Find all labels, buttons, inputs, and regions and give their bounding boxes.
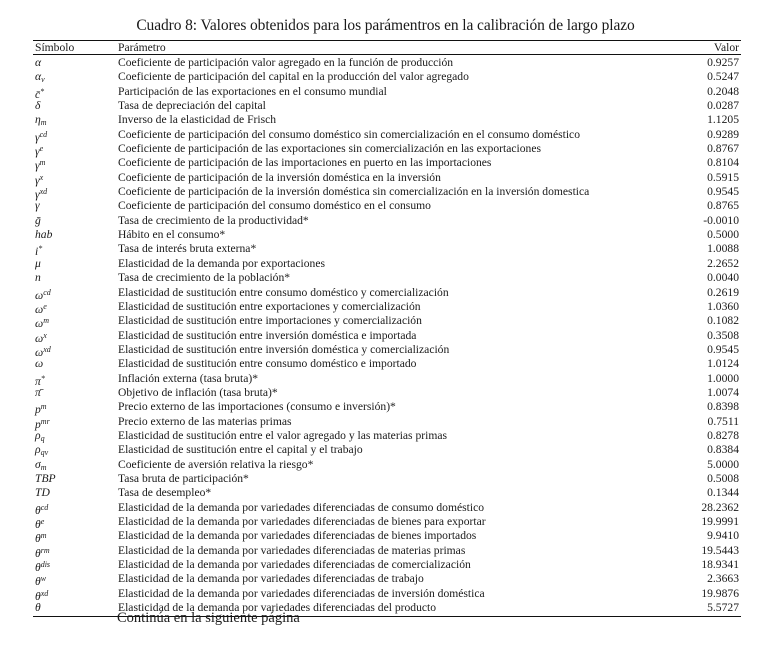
symbol-superscript: e (39, 144, 44, 154)
parameter-cell: Coeficiente de participación valor agregado en la función de producción (118, 56, 454, 69)
table-row (33, 156, 741, 173)
parameter-cell: Coeficiente de participación del capital en la producción del valor agregado (118, 70, 469, 84)
symbol-base: γ (35, 159, 40, 173)
symbol-cell (33, 171, 118, 185)
parameter-cell: Tasa de desempleo* (118, 486, 212, 500)
table-row (33, 185, 741, 202)
parameter-cell: Coeficiente de aversión relativa la riesgo* (118, 457, 314, 471)
symbol-superscript: dis (40, 560, 51, 570)
symbol-superscript: x (43, 330, 47, 340)
symbol-base: ω (35, 317, 44, 331)
table-row (33, 257, 741, 271)
symbol-cell (33, 386, 118, 400)
parameter-cell: Elasticidad de sustitución entre exportaciones y comercialización (118, 299, 421, 313)
symbol-base: α (35, 70, 42, 84)
value-cell: 18.9341 (701, 558, 739, 572)
table-row (33, 587, 741, 601)
symbol-base: η (35, 113, 41, 127)
value-cell: 0.7511 (707, 414, 739, 428)
value-cell: 0.2048 (707, 84, 739, 98)
header-parameter: Parámetro (118, 41, 166, 54)
symbol-superscript: mr (40, 416, 50, 426)
symbol-cell (33, 501, 118, 515)
parameter-cell: Elasticidad de la demanda por variedades diferenciadas de bienes para exportar (118, 515, 486, 528)
symbol-superscript: cd (40, 502, 49, 512)
table-row (33, 228, 741, 242)
symbol-cell (33, 242, 118, 259)
table-row (33, 415, 741, 429)
symbol-subscript: q (40, 433, 45, 443)
symbol-cell (33, 529, 118, 546)
symbol-base: p (35, 417, 41, 431)
table-row (33, 386, 741, 400)
parameter-cell: Elasticidad de la demanda por variedades diferenciadas de inversión doméstica (118, 586, 485, 600)
symbol-subscript: m (40, 462, 47, 472)
parameter-cell: Tasa de crecimiento de la productividad* (118, 213, 309, 227)
parameter-cell: Coeficiente de participación del consumo doméstico en el consumo (118, 199, 431, 213)
symbol-subscript: m (40, 118, 47, 128)
value-cell: 0.0287 (707, 99, 739, 113)
symbol-superscript: * (40, 86, 45, 96)
value-cell: 0.9545 (707, 185, 739, 199)
symbol-base: ω (35, 288, 44, 302)
symbol-base: θ (35, 561, 41, 575)
value-cell: 0.8278 (707, 428, 739, 442)
symbol-superscript: m (43, 316, 49, 326)
value-cell: 1.0000 (707, 371, 739, 385)
symbol-cell (33, 329, 118, 343)
value-cell: 0.5000 (707, 228, 739, 242)
symbol-cell (33, 415, 118, 429)
symbol-superscript: e (43, 301, 47, 311)
value-cell: 0.5915 (707, 170, 739, 184)
table-row (33, 429, 741, 443)
symbol-base: TBP (35, 471, 56, 485)
value-cell: 1.1205 (707, 113, 739, 127)
symbol-superscript: x (39, 172, 44, 182)
table-row (33, 300, 741, 314)
symbol-base: π̄ (35, 385, 41, 399)
symbol-cell (33, 343, 118, 357)
symbol-superscript: * (40, 373, 45, 383)
symbol-base: γ (35, 130, 40, 144)
symbol-cell (33, 515, 118, 529)
symbol-superscript: xd (39, 187, 48, 197)
parameter-cell: Elasticidad de la demanda por variedades diferenciadas de materias primas (118, 543, 466, 557)
parameter-cell: Participación de las exportaciones en el consumo mundial (118, 84, 387, 98)
symbol-cell (33, 443, 118, 457)
symbol-cell (33, 99, 118, 113)
parameter-cell: Elasticidad de la demanda por variedades diferenciadas de bienes importados (118, 529, 477, 543)
table-row (33, 128, 741, 142)
symbol-base: π (35, 374, 41, 388)
symbol-base: ω (35, 331, 44, 345)
table-row (33, 286, 741, 300)
table-caption: Cuadro 8: Valores obtenidos para los parámentros en la calibración de largo plazo (136, 17, 635, 34)
parameter-cell: Elasticidad de la demanda por exportaciones (118, 256, 325, 270)
table-row (33, 271, 741, 285)
symbol-base: hab (35, 228, 53, 242)
symbol-base: n (35, 271, 41, 285)
symbol-base: i (35, 245, 39, 259)
symbol-base: θ (35, 518, 41, 531)
value-cell: 0.1082 (707, 314, 739, 328)
symbol-cell (33, 544, 118, 558)
parameter-cell: Elasticidad de sustitución entre el capital y el trabajo (118, 443, 363, 457)
symbol-cell (33, 587, 118, 601)
value-cell: 0.2619 (707, 285, 739, 299)
parameter-cell: Elasticidad de sustitución entre consumo doméstico e importado (118, 357, 417, 371)
parameter-cell: Tasa bruta de participación* (118, 471, 249, 485)
table-row (33, 70, 741, 84)
symbol-superscript: m (40, 531, 47, 541)
symbol-base: μ (35, 256, 41, 270)
value-cell: 0.3508 (707, 328, 739, 342)
value-cell: -0.0010 (703, 213, 739, 227)
symbol-cell (33, 372, 118, 386)
symbol-base: ρ (35, 428, 41, 442)
symbol-cell (33, 142, 118, 159)
parameter-cell: Precio externo de las importaciones (consumo e inversión)* (118, 400, 396, 414)
symbol-cell (33, 558, 118, 575)
continues-note: Continúa en la siguiente página (117, 610, 300, 626)
table-row (33, 372, 741, 386)
symbol-cell (33, 300, 118, 314)
value-cell: 0.5247 (707, 70, 739, 84)
value-cell: 19.9876 (701, 586, 739, 600)
value-cell: 5.0000 (707, 457, 739, 471)
symbol-cell (33, 85, 118, 99)
symbol-base: γ (35, 188, 40, 202)
symbol-cell (33, 314, 118, 331)
table-row (33, 501, 741, 515)
table-row (33, 544, 741, 558)
symbol-base: θ (35, 575, 41, 589)
symbol-cell (33, 286, 118, 300)
table-row (33, 529, 741, 546)
parameter-cell: Elasticidad de sustitución entre inversión doméstica e importada (118, 328, 417, 342)
header-value: Valor (713, 41, 739, 54)
value-cell: 19.5443 (701, 543, 739, 557)
parameter-cell: Elasticidad de sustitución entre inversión doméstica y comercialización (118, 342, 450, 356)
table-header (33, 41, 741, 55)
value-cell: 2.2652 (707, 256, 739, 270)
parameter-cell: Elasticidad de la demanda por variedades diferenciadas de trabajo (118, 572, 424, 586)
symbol-superscript: * (38, 244, 43, 254)
symbol-cell (33, 228, 118, 242)
symbol-superscript: rm (40, 545, 50, 555)
symbol-cell (33, 472, 118, 486)
value-cell: 0.9257 (707, 56, 739, 69)
value-cell: 1.0088 (707, 242, 739, 256)
table-row (33, 515, 741, 529)
symbol-base: σ (35, 457, 41, 471)
value-cell: 1.0360 (707, 299, 739, 313)
parameter-cell: Tasa de crecimiento de la población* (118, 271, 291, 285)
table-row (33, 171, 741, 185)
symbol-cell (33, 458, 118, 472)
symbol-cell (33, 199, 118, 213)
value-cell: 1.0074 (707, 385, 739, 399)
parameter-cell: Coeficiente de participación de la inversión doméstica sin comercialización en la inversión domestica (118, 185, 590, 199)
symbol-superscript: m (39, 158, 46, 168)
symbol-cell (33, 486, 118, 500)
table-row (33, 486, 741, 500)
value-cell: 0.8104 (707, 156, 739, 170)
symbol-base: θ (35, 532, 41, 546)
symbol-subscript: v (41, 75, 45, 85)
symbol-base: γ (35, 173, 40, 187)
table-row (33, 572, 741, 589)
value-cell: 1.0124 (707, 357, 739, 371)
parameter-cell: Inflación externa (tasa bruta)* (118, 371, 259, 385)
symbol-base: TD (35, 486, 50, 500)
parameter-cell: Elasticidad de la demanda por variedades diferenciadas del producto (118, 601, 437, 615)
value-cell: 2.3663 (707, 572, 739, 586)
parameter-cell: Coeficiente de participación de la inversión doméstica en la inversión (118, 170, 441, 184)
table-row (33, 343, 741, 357)
header-symbol: Símbolo (35, 41, 75, 54)
symbol-superscript: e (40, 517, 45, 526)
symbol-base: α (35, 56, 42, 69)
table-row (33, 472, 741, 486)
parameter-cell: Elasticidad de la demanda por variedades diferenciadas de comercialización (118, 558, 471, 572)
parameter-cell: Inverso de la elasticidad de Frisch (118, 113, 277, 127)
symbol-base: ω (35, 357, 44, 371)
symbol-base: ρ (35, 443, 41, 457)
symbol-cell (33, 357, 118, 371)
value-cell: 0.9545 (707, 342, 739, 356)
symbol-superscript: cd (39, 129, 48, 139)
value-cell: 0.1344 (707, 486, 739, 500)
value-cell: 9.9410 (707, 529, 739, 543)
table-row (33, 199, 741, 213)
value-cell: 0.8398 (707, 400, 739, 414)
table-row (33, 56, 741, 70)
value-cell: 0.8765 (707, 199, 739, 213)
table-row (33, 142, 741, 159)
symbol-base: ω (35, 345, 44, 359)
value-cell: 0.5008 (707, 471, 739, 485)
symbol-base: ω (35, 302, 44, 316)
symbol-cell (33, 113, 118, 127)
symbol-base: γ (35, 199, 40, 213)
parameter-cell: Elasticidad de la demanda por variedades diferenciadas de consumo doméstico (118, 500, 485, 514)
table-row (33, 329, 741, 343)
parameters-table (33, 40, 741, 617)
symbol-cell (33, 70, 118, 84)
table-row (33, 400, 741, 417)
table-row (33, 85, 741, 99)
value-cell: 0.9289 (707, 127, 739, 141)
symbol-base: θ (35, 589, 41, 603)
symbol-cell (33, 271, 118, 285)
value-cell: 0.8384 (707, 443, 739, 457)
parameter-cell: Tasa de interés bruta externa* (118, 242, 257, 256)
symbol-base: γ (35, 145, 40, 159)
symbol-superscript: m (40, 402, 47, 412)
symbol-cell (33, 185, 118, 202)
symbol-base: δ (35, 99, 41, 113)
parameter-cell: Objetivo de inflación (tasa bruta)* (118, 385, 278, 399)
value-cell: 0.0040 (707, 271, 739, 285)
symbol-superscript: w (40, 574, 47, 584)
symbol-base: θ (35, 546, 41, 560)
value-cell: 28.2362 (701, 500, 739, 514)
symbol-cell (33, 214, 118, 228)
symbol-cell (33, 156, 118, 173)
parameter-cell: Elasticidad de sustitución entre el valor agregado y las materias primas (118, 428, 448, 442)
value-cell: 0.8767 (707, 142, 739, 156)
symbol-subscript: qv (40, 448, 49, 458)
parameter-cell: Coeficiente de participación de las importaciones en puerto en las importaciones (118, 156, 492, 170)
value-cell: 5.5727 (707, 601, 739, 615)
table-row (33, 458, 741, 472)
table-row (33, 357, 741, 371)
table-row (33, 99, 741, 113)
symbol-cell (33, 56, 118, 70)
symbol-cell (33, 400, 118, 417)
table-row (33, 113, 741, 127)
parameter-cell: Coeficiente de participación del consumo doméstico sin comercialización en el consumo doméstico (118, 127, 580, 141)
table-row (33, 242, 741, 259)
symbol-cell (33, 128, 118, 142)
symbol-base: θ (35, 503, 41, 517)
symbol-superscript: cd (43, 287, 51, 297)
table-row (33, 443, 741, 457)
table-row (33, 558, 741, 575)
symbol-base: ḡ (35, 213, 41, 227)
symbol-cell (33, 257, 118, 271)
table-row (33, 214, 741, 228)
symbol-superscript: xd (40, 588, 49, 598)
parameter-cell: Elasticidad de sustitución entre consumo doméstico y comercialización (118, 285, 449, 299)
table-row (33, 314, 741, 331)
symbol-cell (33, 601, 118, 615)
parameter-cell: Coeficiente de participación de las exportaciones sin comercialización en las exportaciones (118, 142, 541, 156)
symbol-base: θ (35, 601, 41, 615)
symbol-cell (33, 429, 118, 443)
parameter-cell: Hábito en el consumo* (118, 228, 226, 242)
symbol-base: c̄ (35, 87, 41, 101)
parameter-cell: Tasa de depreciación del capital (118, 99, 266, 113)
parameter-cell: Elasticidad de sustitución entre importaciones y comercialización (118, 314, 422, 328)
symbol-base: p (35, 403, 41, 417)
value-cell: 19.9991 (701, 515, 739, 528)
table-body (33, 55, 741, 615)
symbol-superscript: xd (43, 344, 51, 354)
symbol-cell (33, 572, 118, 589)
parameter-cell: Precio externo de las materias primas (118, 414, 292, 428)
